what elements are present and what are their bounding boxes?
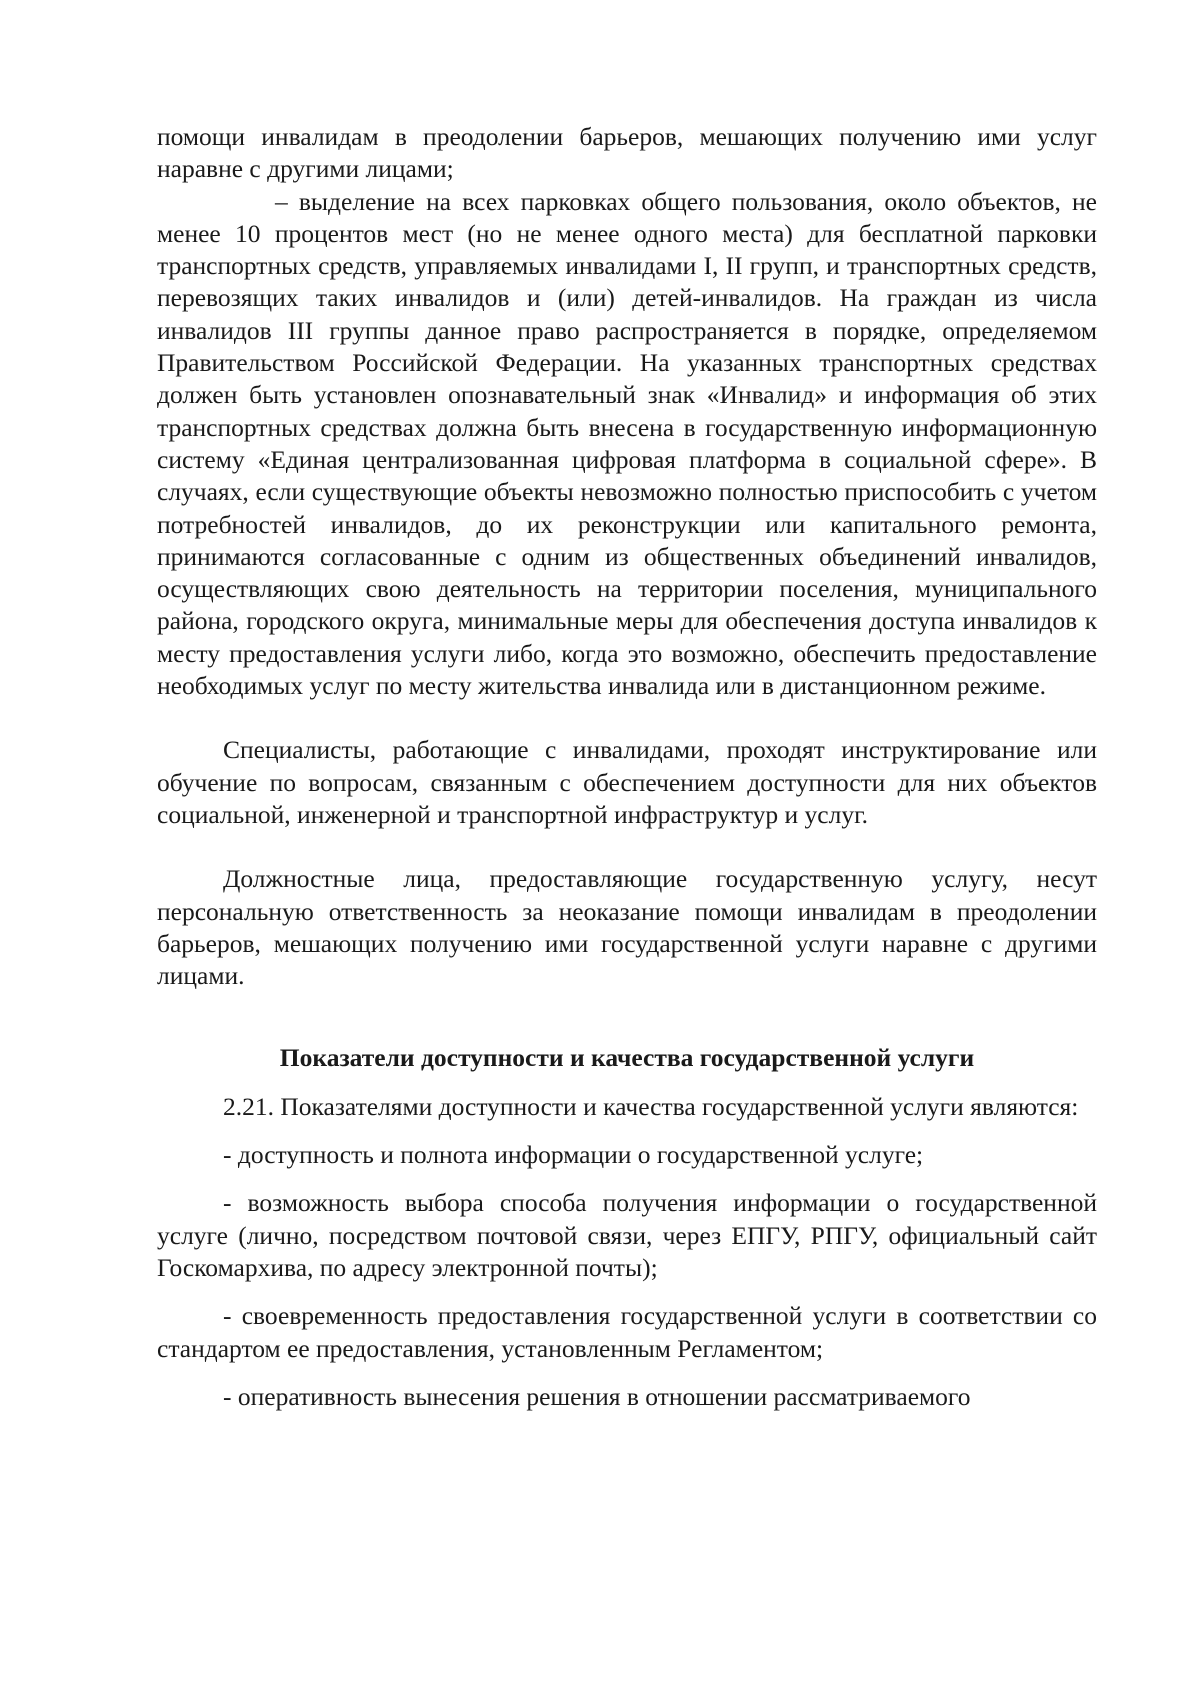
paragraph-indicators-intro: 2.21. Показателями доступности и качества государственной услуги являются: bbox=[223, 1091, 1079, 1121]
paragraph-parking: – выделение на всех парковках общего пользования, около объектов, не менее 10 процентов мест (но не менее одного места) для бесплатной парковки транспортных средств, управляемых инвалидами I, II групп, и транспортных средств, перевозящих таких инвалидов и (или) детей-инвалидов. На граждан из числа инвалидов III группы данное право распространяется в порядке, определяемом Правительством Российской Федерации. На указанных транспортных средствах должен быть установлен опознавательный знак «Инвалид» и информация об этих транспортных средствах должна быть внесена в государственную информационную систему «Единая централизованная цифровая платформа в социальной сфере». В случаях, если существующие объекты невозможно полностью приспособить с учетом потребностей инвалидов, до их реконструкции или капитального ремонта, принимаются согласованные с одним из общественных объединений инвалидов, осуществляющих свою деятельность на территории поселения, муниципального района, городского округа, минимальные меры для обеспечения доступа инвалидов к месту предоставления услуги либо, когда это возможно, обеспечить предоставление необходимых услуг по месту жительства инвалида или в дистанционном режиме. bbox=[157, 186, 1097, 701]
paragraph-officials: Должностные лица, предоставляющие государственную услугу, несут персональную ответственность за неоказание помощи инвалидам в преодолении барьеров, мешающих получению ими государственной услуги наравне с другими лицами. bbox=[157, 864, 1097, 991]
list-item-efficiency: - оперативность вынесения решения в отношении рассматриваемого bbox=[223, 1381, 971, 1411]
list-item-timeliness: - своевременность предоставления государственной услуги в соответствии со стандартом ее предоставления, установленным Регламентом; bbox=[157, 1301, 1097, 1363]
list-item-choice: - возможность выбора способа получения информации о государственной услуге (лично, посредством почтовой связи, через ЕПГУ, РПГУ, официальный сайт Госкомархива, по адресу электронной почты); bbox=[157, 1188, 1097, 1282]
section-heading: Показатели доступности и качества государственной услуги bbox=[279, 1043, 975, 1073]
paragraph-specialists: Специалисты, работающие с инвалидами, проходят инструктирование или обучение по вопросам, связанным с обеспечением доступности для них объектов социальной, инженерной и транспортной инфраструктур и услуг. bbox=[157, 735, 1097, 829]
list-item-availability: - доступность и полнота информации о государственной услуге; bbox=[223, 1140, 924, 1170]
paragraph-continuation: помощи инвалидам в преодолении барьеров, мешающих получению ими услуг наравне с другими лицами; bbox=[157, 122, 1097, 184]
document-page bbox=[157, 121, 1097, 1413]
